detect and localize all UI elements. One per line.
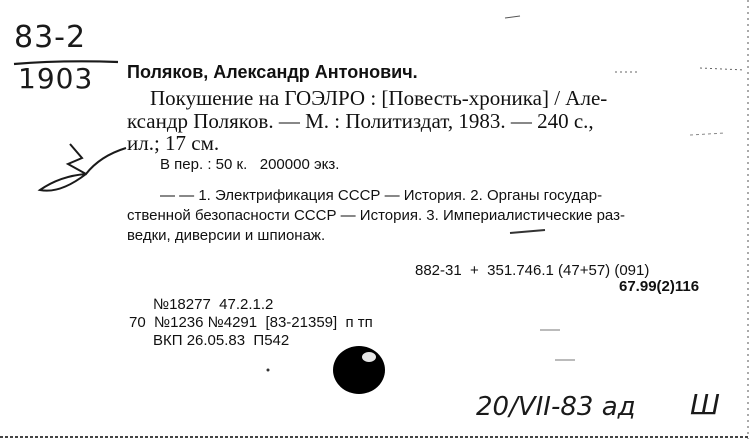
- classification-line-2: 67.99(2)116: [619, 278, 700, 295]
- title-line-2: ксандр Поляков. — М. : Политиздат, 1983. — 240 с.,: [127, 109, 594, 133]
- registry-line-1: №18277 47.2.1.2: [153, 296, 274, 313]
- subject-line-3: ведки, диверсии и шпионаж.: [127, 227, 326, 244]
- registry-line-3: ВКП 26.05.83 П542: [153, 332, 290, 349]
- title-line-1: Покушение на ГОЭЛРО : [Повесть-хроника] / Але-: [150, 86, 608, 110]
- price-line: В пер. : 50 к. 200000 экз.: [160, 156, 340, 173]
- call-number-bottom: 1903: [18, 62, 94, 95]
- author-heading: Поляков, Александр Антонович.: [127, 62, 418, 82]
- handwritten-date: 20/VII-83 ад: [476, 392, 636, 422]
- subject-line-1: — — 1. Электрификация СССР — История. 2. Органы государ-: [160, 187, 603, 204]
- registry-line-2: 70 №1236 №4291 [83-21359] п тп: [129, 314, 373, 331]
- title-line-3: ил.; 17 см.: [127, 131, 220, 155]
- handwritten-mark: Ш: [690, 388, 720, 421]
- call-number-top: 83-2: [14, 20, 87, 55]
- classification-line-1: 882-31 + 351.746.1 (47+57) (091): [415, 262, 650, 279]
- subject-line-2: ственной безопасности СССР — История. 3. Империалистические раз-: [127, 207, 625, 224]
